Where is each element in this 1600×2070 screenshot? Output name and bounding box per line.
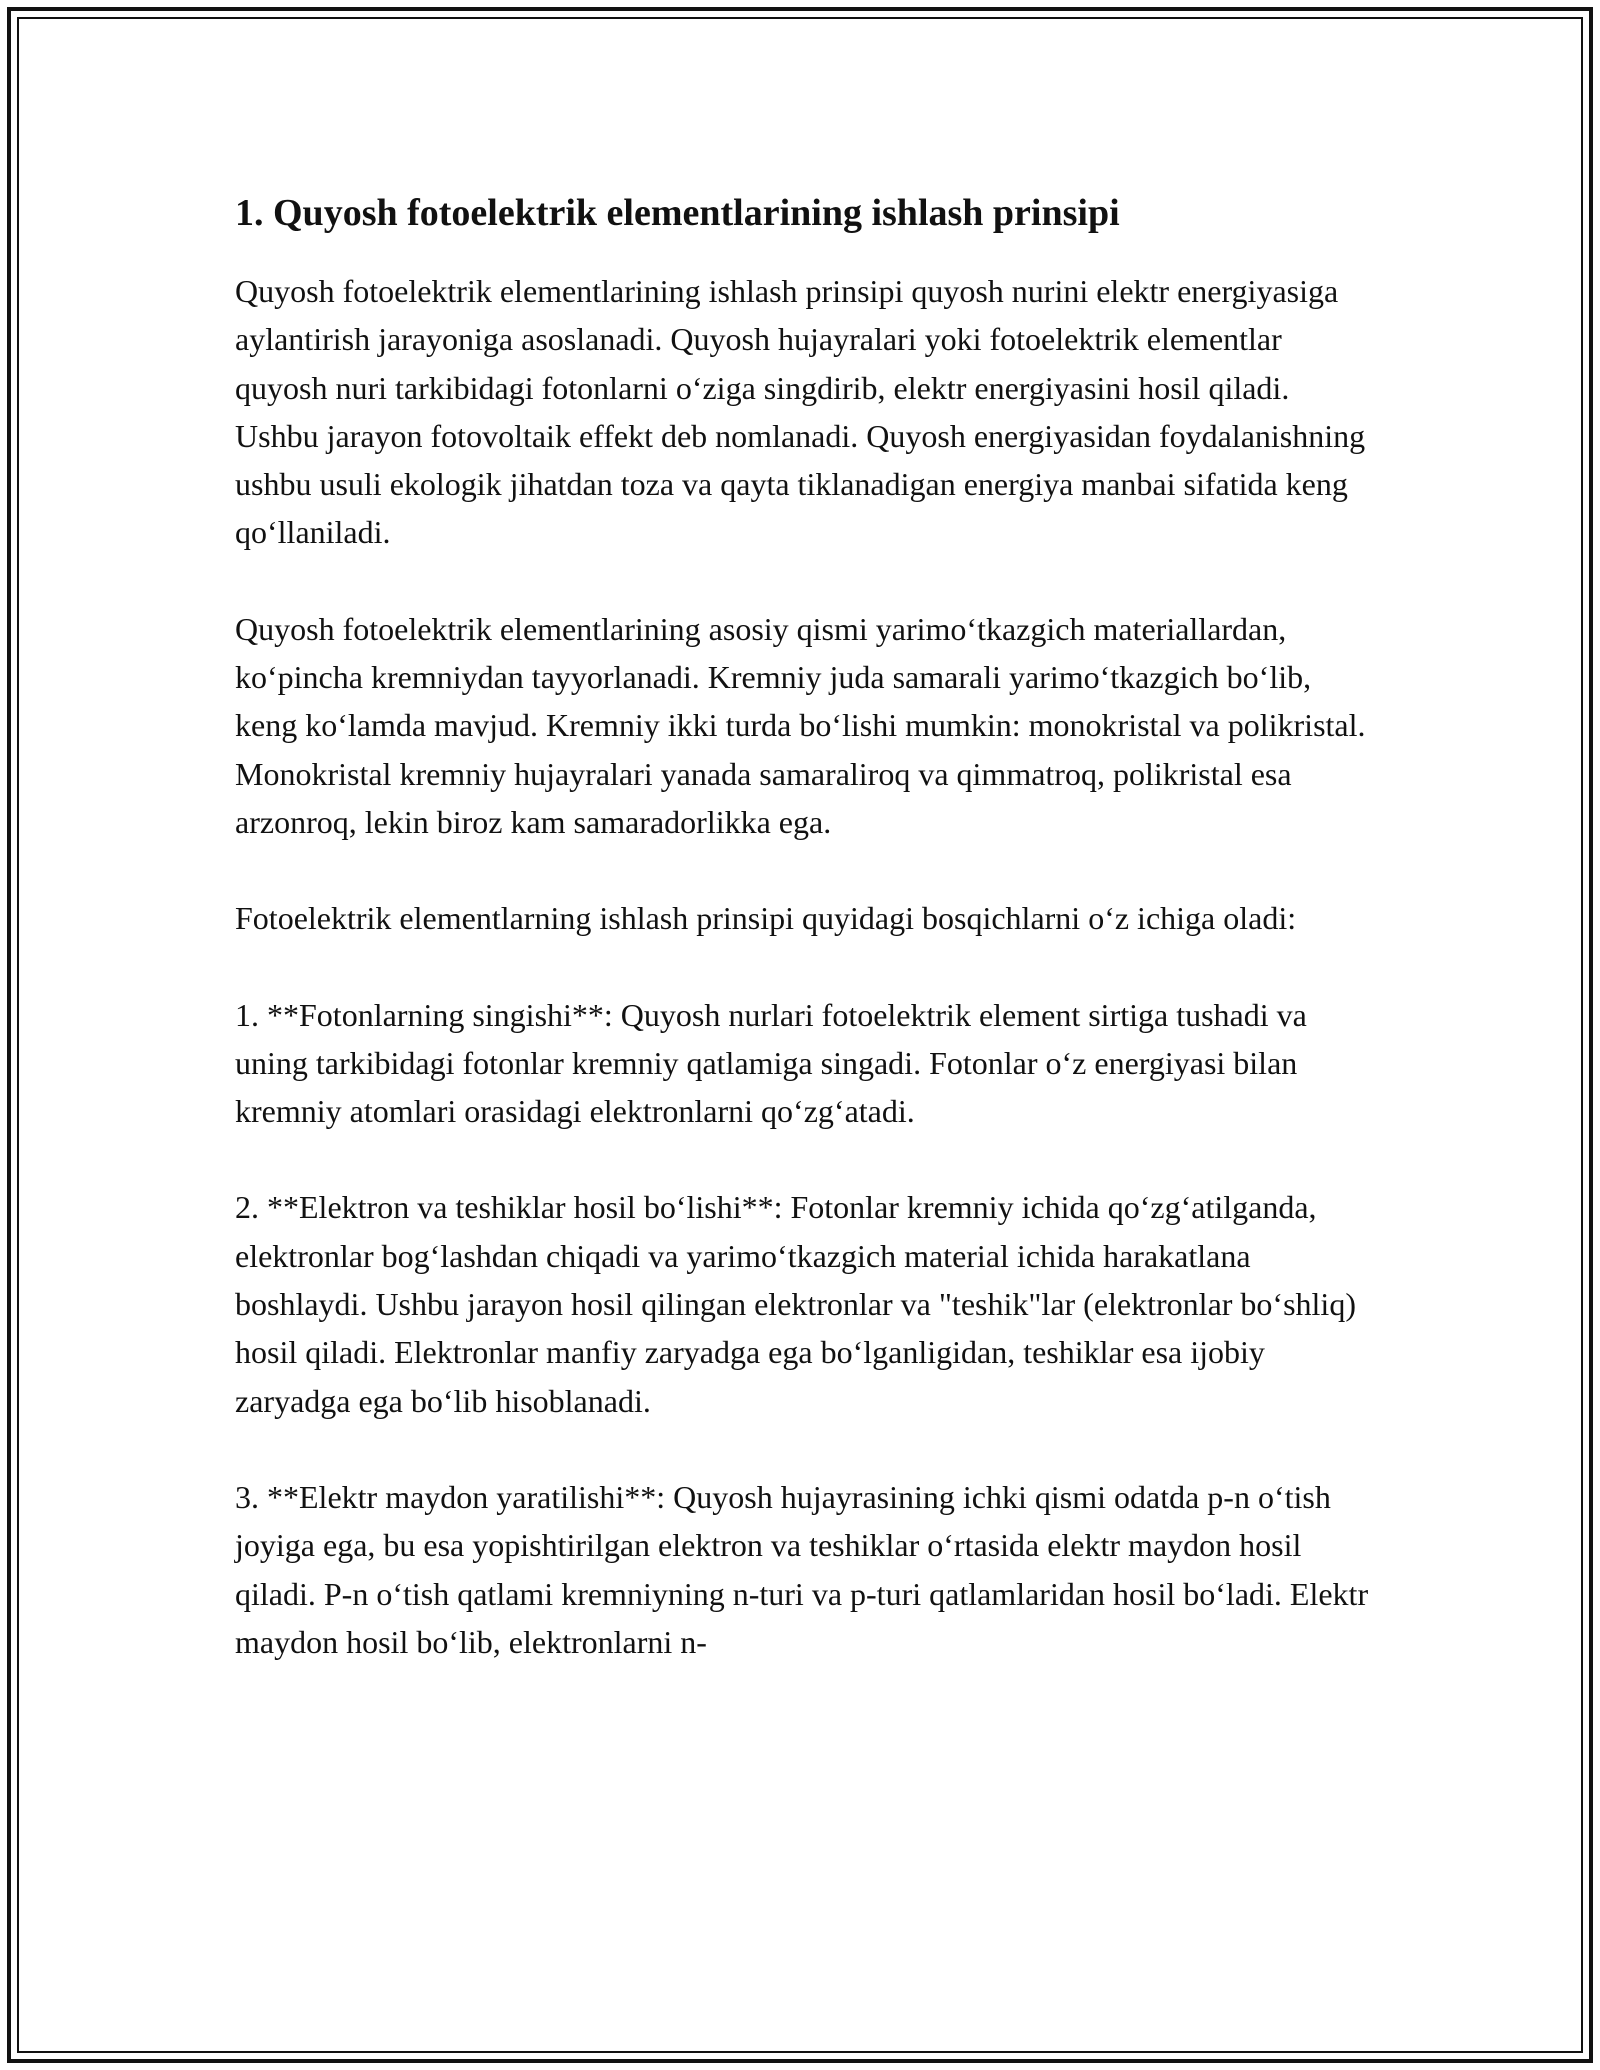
paragraph-materials: Quyosh fotoelektrik elementlarining asosiy qismi yarimo‘tkazgich materiallardan, ko‘pincha kremniydan tayyorlanadi. Kremniy juda samarali yarimo‘tkazgich bo‘lib, keng ko‘lamda mavjud. Kremniy ikki turda bo‘lishi mumkin: monokristal va polikristal. Monokristal kremniy hujayralari yanada samaraliroq va qimmatroq, polikristal esa arzonroq, lekin biroz kam samaradorlikka ega. (235, 610, 1366, 840)
paragraph-step-2: 2. **Elektron va teshiklar hosil bo‘lishi**: Fotonlar kremniy ichida qo‘zg‘atilganda, elektronlar bog‘lashdan chiqadi va yarimo‘tkazgich material ichida harakatlana boshlaydi. Ushbu jarayon hosil qilingan elektronlar va "teshik"lar (elektronlar bo‘shliq) hosil qiladi. Elektronlar manfiy zaryadga ega bo‘lganligidan, teshiklar esa ijobiy zaryadga ega bo‘lib hisoblanadi. (235, 1189, 1356, 1419)
document-body (235, 185, 1375, 1714)
paragraph-step-3: 3. **Elektr maydon yaratilishi**: Quyosh hujayrasining ichki qismi odatda p-n o‘tish joyiga ega, bu esa yopishtirilgan elektron va teshiklar o‘rtasida elektr maydon hosil qiladi. P-n o‘tish qatlami kremniyning n-turi va p-turi qatlamlaridan hosil bo‘ladi. Elektr maydon hosil bo‘lib, elektronlarni n- (235, 1478, 1369, 1660)
section-heading: 1. Quyosh fotoelektrik elementlarining ishlash prinsipi (235, 192, 1120, 234)
paragraph-step-1: 1. **Fotonlarning singishi**: Quyosh nurlari fotoelektrik element sirtiga tushadi va uning tarkibidagi fotonlar kremniy qatlamiga singadi. Fotonlar o‘z energiyasi bilan kremniy atomlari orasidagi elektronlarni qo‘zg‘atadi. (235, 996, 1307, 1130)
paragraph-intro: Quyosh fotoelektrik elementlarining ishlash prinsipi quyosh nurini elektr energiyasiga aylantirish jarayoniga asoslanadi. Quyosh hujayralari yoki fotoelektrik elementlar quyosh nuri tarkibidagi fotonlarni o‘ziga singdirib, elektr energiyasini hosil qiladi. Ushbu jarayon fotovoltaik effekt deb nomlanadi. Quyosh energiyasidan foydalanishning ushbu usuli ekologik jihatdan toza va qayta tiklanadigan energiya manbai sifatida keng qo‘llaniladi. (235, 273, 1366, 551)
paragraph-stages-intro: Fotoelektrik elementlarning ishlash prinsipi quyidagi bosqichlarni o‘z ichiga oladi: (235, 900, 1297, 937)
